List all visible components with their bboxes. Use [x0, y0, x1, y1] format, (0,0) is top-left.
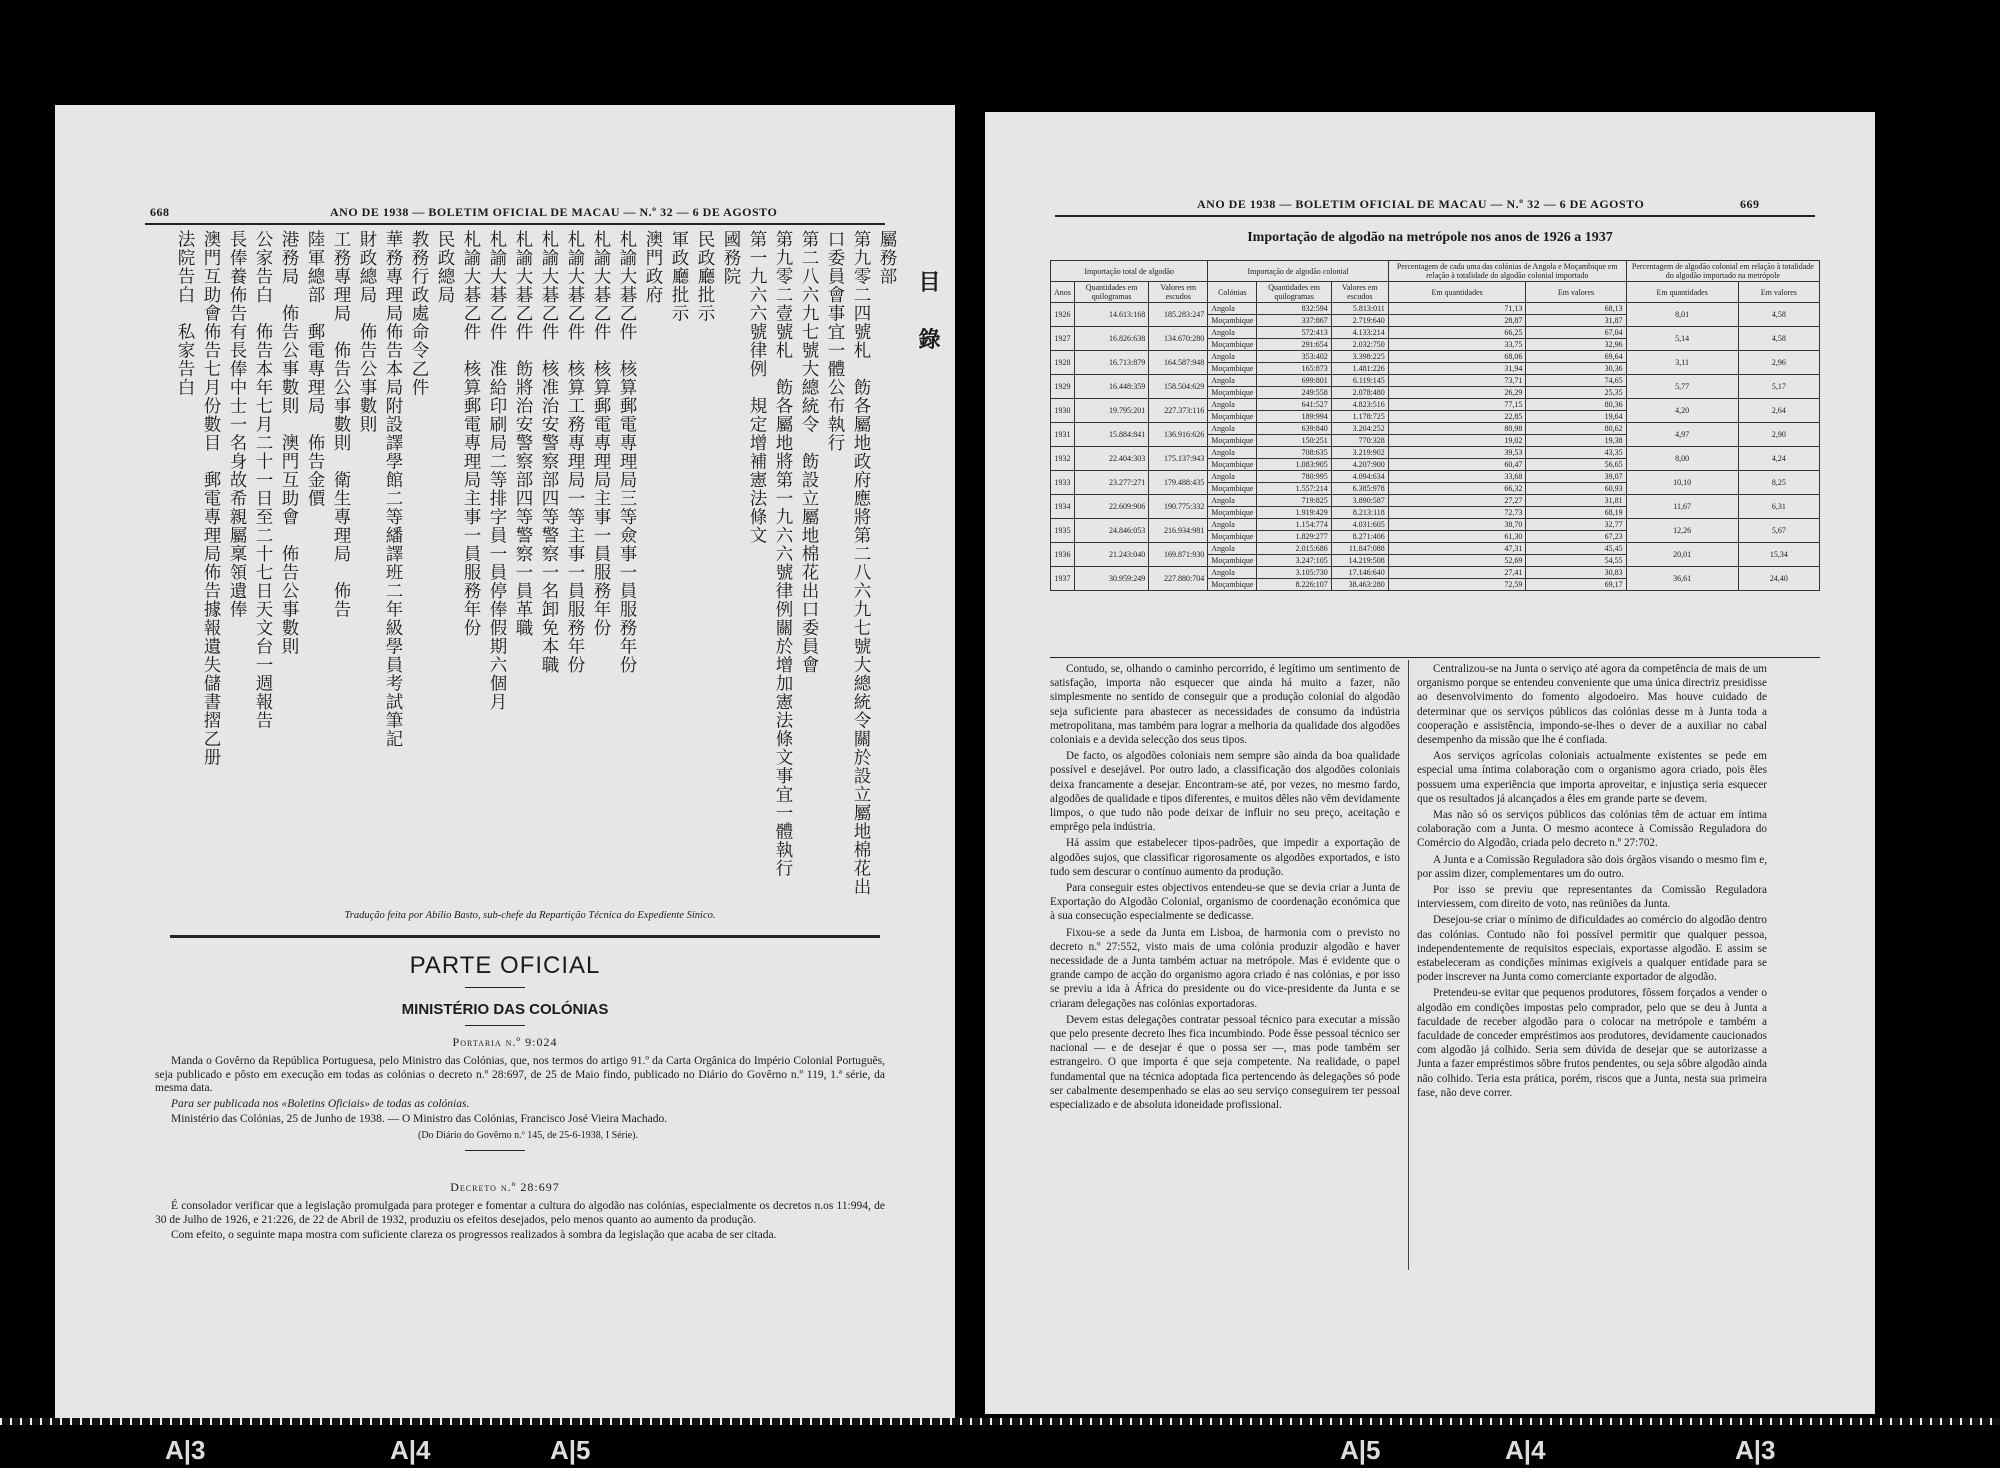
header-rule: [145, 223, 885, 225]
table-cell: 20,01: [1626, 543, 1738, 567]
table-cell: 24,40: [1738, 567, 1819, 591]
toc-entry: 工務專理局 佈告公事數則 衛生專理局 佈告: [331, 230, 351, 619]
table-cell: 179.488:435: [1149, 471, 1208, 495]
paragraph: Fixou-se a sede da Junta em Lisboa, de harmonia com o previsto no decreto n.º 27:552, visto mais de uma colónia produzir algodão e haver necessidade de a Junta também actuar na metrópole. Mas é evidente que o grande campo de acção do organismo agora criado é nas colónias, e por isso se previu a ida à África do presidente ou do vice-presidente da Junta e se criaram delegações nas colónias exportadoras.: [1050, 926, 1400, 1010]
toc-entry: 第一九六六號律例 規定增補憲法條文: [747, 230, 767, 545]
table-cell: 4,20: [1626, 399, 1738, 423]
table-column-header: Em quantidades: [1626, 282, 1738, 303]
table-cell: 66,25: [1388, 327, 1526, 339]
table-cell: 158.504:629: [1149, 375, 1208, 399]
table-cell: 4.094:634: [1331, 471, 1388, 483]
decreto-title: Decreto n.º 28:697: [450, 1180, 560, 1194]
table-row: [1051, 567, 1820, 579]
table-cell: 8,00: [1626, 447, 1738, 471]
table-cell: 175.137:943: [1149, 447, 1208, 471]
toc-entry: 札諭大碁乙件 核算郵電專理局主事一員服務年份: [591, 230, 611, 637]
table-group-header: Importação de algodão colonial: [1208, 261, 1389, 282]
portaria-title: Portaria n.º 9:024: [452, 1035, 558, 1049]
table-cell: 3.204:252: [1331, 423, 1388, 435]
film-mark: A|3: [165, 1435, 206, 1465]
table-cell: Angola: [1208, 519, 1257, 531]
section-title: PARTE OFICIAL: [409, 952, 601, 979]
text-column-right: [1417, 662, 1767, 1102]
table-column-header: Colónias: [1208, 282, 1257, 303]
table-cell: 4,97: [1626, 423, 1738, 447]
table-cell: 22.609:906: [1074, 495, 1148, 519]
table-cell: 72,73: [1388, 507, 1526, 519]
table-cell: 14.613:168: [1074, 303, 1148, 327]
table-row: [1051, 375, 1820, 387]
table-cell: 1.083:905: [1257, 459, 1331, 471]
table-cell: 216.934:981: [1149, 519, 1208, 543]
table-cell: 24.846:053: [1074, 519, 1148, 543]
table-cell: 80,62: [1526, 423, 1626, 435]
table-cell: 1.557:214: [1257, 483, 1331, 495]
table-cell: 337:867: [1257, 315, 1331, 327]
table-cell: 353:402: [1257, 351, 1331, 363]
table-cell: 14.219:508: [1331, 555, 1388, 567]
section-rule: [170, 935, 880, 938]
table-cell: Angola: [1208, 375, 1257, 387]
film-edge: [0, 1425, 2000, 1468]
toc-entry: 長俸養佈告有長俸中士一名身故希親屬稟領遺俸: [227, 230, 247, 619]
table-title: Importação de algodão na metrópole nos anos de 1926 a 1937: [1247, 230, 1613, 245]
table-cell: 68,13: [1526, 303, 1626, 315]
table-cell: Moçambique: [1208, 531, 1257, 543]
toc-entry: 第二八六九七號大總統令 飭設立屬地棉花出口委員會: [799, 230, 819, 674]
table-cell: 150:251: [1257, 435, 1331, 447]
table-cell: 164.587:948: [1149, 351, 1208, 375]
table-cell: 66,32: [1388, 483, 1526, 495]
table-cell: 5.813:011: [1331, 303, 1388, 315]
table-cell: 1.178:725: [1331, 411, 1388, 423]
table-cell: 31,81: [1526, 495, 1626, 507]
table-cell: 31,87: [1526, 315, 1626, 327]
table-cell: 30,83: [1526, 567, 1626, 579]
table-cell: 1927: [1051, 327, 1075, 351]
table-cell: 1.154:774: [1257, 519, 1331, 531]
table-cell: 80,98: [1388, 423, 1526, 435]
table-cell: 32,77: [1526, 519, 1626, 531]
table-column-header: Quantidades em quilogramas: [1074, 282, 1148, 303]
toc-entry: 民政總局: [435, 230, 455, 304]
table-cell: 68,19: [1526, 507, 1626, 519]
table-cell: 5,17: [1738, 375, 1819, 399]
table-cell: Moçambique: [1208, 411, 1257, 423]
table-cell: 10,10: [1626, 471, 1738, 495]
table-cell: 1.919:429: [1257, 507, 1331, 519]
table-cell: 11.847:088: [1331, 543, 1388, 555]
table-cell: 52,69: [1388, 555, 1526, 567]
table-cell: 73,71: [1388, 375, 1526, 387]
paragraph: Desejou-se criar o mínimo de dificuldades ao comércio do algodão dentro das colónias. Contudo não foi possível permitir que qualquer pessoa, independentemente de requisitos especiais, exportasse algodão. E assim se estabeleceram as condições mínimas exigíveis a qualquer entidade para se poder inscrever na Junta como comerciante exportador de algodão.: [1417, 914, 1767, 984]
toc-entry: 公家告白 佈告本年七月二十一日至二十七日天文台一週報告: [253, 230, 273, 730]
translation-note: Tradução feita por Abílio Basto, sub-chefe da Repartição Técnica do Expediente Sínico.: [344, 910, 716, 921]
table-cell: 1931: [1051, 423, 1075, 447]
table-cell: 36,61: [1626, 567, 1738, 591]
table-cell: 30,36: [1526, 363, 1626, 375]
decreto-paragraph-1: É consolador verificar que a legislação promulgada para proteger e fomentar a cultura do algodão nas colónias, especialmente os decretos n.os 11:994, de 30 de Julho de 1926, e 21:226, de 22 de Abril de 1932, produziu os efeitos desejados, pelo menos quanto ao aumento da produção.: [155, 1200, 885, 1226]
portaria-sign: Ministério das Colónias, 25 de Junho de 1938. — O Ministro das Colónias, Francisco José Vieira Machado.: [171, 1113, 668, 1125]
table-cell: 134.670:280: [1149, 327, 1208, 351]
table-cell: 708:635: [1257, 447, 1331, 459]
table-cell: 19,02: [1388, 435, 1526, 447]
paragraph: Aos serviços agrícolas coloniais actualmente existentes se pede em especial uma íntima colaboração com o organismo agora criado, pois êles possuem uma experiência que importa aproveitar, e injustiça seria esquecer que os resultados já alcançados a êles em grande parte se devem.: [1417, 750, 1767, 805]
toc-entry: 華務專理局佈告本局附設譯學館二等繙譯班二年級學員考試筆記: [383, 230, 403, 748]
film-mark: A|3: [1735, 1435, 1776, 1465]
toc-title: 目 錄: [915, 270, 940, 364]
film-mark: A|5: [550, 1435, 591, 1465]
table-cell: 77,15: [1388, 399, 1526, 411]
table-cell: 1930: [1051, 399, 1075, 423]
table-cell: 3.105:730: [1257, 567, 1331, 579]
table-cell: 25,35: [1526, 387, 1626, 399]
paragraph: Devem estas delegações contratar pessoal técnico para executar a missão que pelo presente decreto lhes fica incumbindo. Pode êsse pessoal técnico ser nacional — e de desejar é que o possa ser —, mas pode também ser estrangeiro. O que importa é que seja competente. Na realidade, o papel fundamental que na técnica adoptada fica pertencendo às delegações só pode ser cabalmente desempenhado se elas ao seu serviço conseguirem ter pessoal especializado e de absoluta idoneidade profissional.: [1050, 1013, 1400, 1112]
table-cell: 80,36: [1526, 399, 1626, 411]
table-cell: 4.133:214: [1331, 327, 1388, 339]
table-cell: 249:558: [1257, 387, 1331, 399]
table-cell: 69,17: [1526, 579, 1626, 591]
table-cell: Moçambique: [1208, 579, 1257, 591]
table-cell: 3.398:225: [1331, 351, 1388, 363]
decree-divider: [465, 1150, 525, 1151]
table-cell: 72,59: [1388, 579, 1526, 591]
table-cell: 1926: [1051, 303, 1075, 327]
table-cell: 4,24: [1738, 447, 1819, 471]
toc-entry: 教務行政處命令乙件: [409, 230, 429, 397]
table-cell: 23.277:271: [1074, 471, 1148, 495]
portaria-source: (Do Diário do Govêrno n.º 145, de 25-6-1938, I Série).: [418, 1129, 638, 1141]
table-cell: 572:413: [1257, 327, 1331, 339]
table-cell: 12,26: [1626, 519, 1738, 543]
table-cell: 1936: [1051, 543, 1075, 567]
table-cell: 2,64: [1738, 399, 1819, 423]
table-cell: Moçambique: [1208, 483, 1257, 495]
table-cell: 185.283:247: [1149, 303, 1208, 327]
title-divider: [465, 987, 525, 988]
table-cell: 39,07: [1526, 471, 1626, 483]
page-number-left: 668: [150, 205, 170, 219]
table-cell: 15,34: [1738, 543, 1819, 567]
toc-entry: 札諭大碁乙件 飭將治安警察部四等警察一員革職: [513, 230, 533, 637]
table-cell: 5,67: [1738, 519, 1819, 543]
table-cell: 21.243:040: [1074, 543, 1148, 567]
table-cell: 699:801: [1257, 375, 1331, 387]
cotton-import-table: [1050, 260, 1820, 591]
paragraph: De facto, os algodões coloniais nem sempre são ainda da boa qualidade possível e desejável. Por outro lado, a classificação dos algodões coloniais deixa francamente a desejar. Encontram-se até, por vezes, no mesmo fardo, algodões de qualidade e tipos diferentes, e muitos dêles não vêm devidamente limpos, o que tudo não pode deixar de influir no seu preço, aceitação e emprêgo pela indústria.: [1050, 750, 1400, 834]
table-cell: 16.713:879: [1074, 351, 1148, 375]
table-cell: Angola: [1208, 327, 1257, 339]
table-column-header: Em quantidades: [1388, 282, 1526, 303]
table-cell: 67,04: [1526, 327, 1626, 339]
table-cell: 6.119:145: [1331, 375, 1388, 387]
table-column-header: Valores em escudos: [1149, 282, 1208, 303]
table-cell: Angola: [1208, 399, 1257, 411]
table-cell: 32,96: [1526, 339, 1626, 351]
toc-entry: 陸軍總部 郵電專理局 佈告金價: [305, 230, 325, 508]
table-cell: 28,87: [1388, 315, 1526, 327]
table-cell: 2.015:686: [1257, 543, 1331, 555]
table-cell: 6,31: [1738, 495, 1819, 519]
table-cell: 11,67: [1626, 495, 1738, 519]
table-cell: 227.880:704: [1149, 567, 1208, 591]
toc-entry: 札諭大碁乙件 核算工務專理局一等主事一員服務年份: [565, 230, 585, 674]
toc-entry: 札諭大碁乙件 核算郵電專理局三等僉事一員服務年份: [617, 230, 637, 674]
table-cell: 8,01: [1626, 303, 1738, 327]
table-cell: 26,29: [1388, 387, 1526, 399]
table-cell: Angola: [1208, 447, 1257, 459]
left-page: [55, 105, 955, 1421]
toc-entry: 札諭大碁乙件 核准治安警察部四等警察一名卸免本職: [539, 230, 559, 674]
toc-entry: 財政總局 佈告公事數則: [357, 230, 377, 434]
table-cell: 3.247:105: [1257, 555, 1331, 567]
table-cell: 67,23: [1526, 531, 1626, 543]
table-cell: Angola: [1208, 471, 1257, 483]
table-cell: 2.719:640: [1331, 315, 1388, 327]
table-cell: 19,64: [1526, 411, 1626, 423]
table-cell: 19,38: [1526, 435, 1626, 447]
table-cell: 189:994: [1257, 411, 1331, 423]
table-cell: 17.146:640: [1331, 567, 1388, 579]
table-column-header: Quantidades em quilogramas: [1257, 282, 1331, 303]
table-row: [1051, 303, 1820, 315]
table-cell: 38,70: [1388, 519, 1526, 531]
table-cell: Moçambique: [1208, 435, 1257, 447]
toc-entry: 國務院: [721, 230, 741, 286]
table-cell: Angola: [1208, 567, 1257, 579]
table-row: [1051, 351, 1820, 363]
table-cell: 291:654: [1257, 339, 1331, 351]
table-cell: Angola: [1208, 303, 1257, 315]
table-cell: 39,53: [1388, 447, 1526, 459]
table-cell: 30.959:249: [1074, 567, 1148, 591]
table-cell: 56,65: [1526, 459, 1626, 471]
table-cell: 2.032:750: [1331, 339, 1388, 351]
table-cell: 169.871:930: [1149, 543, 1208, 567]
table-cell: 16.448:359: [1074, 375, 1148, 399]
table-cell: 8.213:118: [1331, 507, 1388, 519]
toc-entry: 屬務部: [877, 230, 897, 286]
table-row: [1051, 471, 1820, 483]
paragraph: Há assim que estabelecer tipos-padrões, que impedir a exportação de algodões sujos, que classificar rigorosamente os algodões exportados, e isto tudo sem descurar o contínuo aumento da produção.: [1050, 837, 1400, 878]
table-cell: 136.916:626: [1149, 423, 1208, 447]
table-cell: 780:995: [1257, 471, 1331, 483]
ministry-title: MINISTÉRIO DAS COLÓNIAS: [401, 1001, 609, 1018]
table-cell: 3.219:902: [1331, 447, 1388, 459]
table-cell: 1928: [1051, 351, 1075, 375]
toc-entry: 民政廳批示: [695, 230, 715, 323]
table-row: [1051, 495, 1820, 507]
table-cell: 5,14: [1626, 327, 1738, 351]
table-cell: 6.385:978: [1331, 483, 1388, 495]
text-column-left: [1050, 662, 1400, 1114]
table-column-header: Em valores: [1526, 282, 1626, 303]
table-bottom-rule: [1050, 657, 1820, 658]
table-cell: 641:527: [1257, 399, 1331, 411]
table-cell: 4,58: [1738, 303, 1819, 327]
table-group-header: Percentagem de cada uma das colónias de Angola e Moçambique em relação à totalidade do algodão colonial importado: [1388, 261, 1626, 282]
table-cell: Angola: [1208, 543, 1257, 555]
table-cell: 71,13: [1388, 303, 1526, 315]
table-cell: 1.481:226: [1331, 363, 1388, 375]
table-cell: 8,25: [1738, 471, 1819, 495]
table-cell: 69,64: [1526, 351, 1626, 363]
table-cell: 1933: [1051, 471, 1075, 495]
film-mark: A|4: [1505, 1435, 1546, 1465]
table-row: [1051, 543, 1820, 555]
table-cell: Moçambique: [1208, 315, 1257, 327]
table-cell: 1929: [1051, 375, 1075, 399]
page-number-right: 669: [1740, 197, 1760, 211]
table-cell: Angola: [1208, 495, 1257, 507]
table-cell: 47,31: [1388, 543, 1526, 555]
table-cell: 27,41: [1388, 567, 1526, 579]
table-cell: 639:840: [1257, 423, 1331, 435]
table-cell: 74,65: [1526, 375, 1626, 387]
ministry-divider: [465, 1025, 525, 1026]
table-cell: 4.207:900: [1331, 459, 1388, 471]
film-mark: A|5: [1340, 1435, 1381, 1465]
table-cell: 2,90: [1738, 423, 1819, 447]
paragraph: Contudo, se, olhando o caminho percorrido, é legítimo um sentimento de satisfação, importa não esquecer que ainda há muito a fazer, não simplesmente no sentido de conseguir que a produção colonial do algodão seja suficiente para abastecer as necessidades de consumo da indústria metropolitana, mas também para lograr a melhoria da qualidade dos algodões coloniais e a devida selecção dos seus tipos.: [1050, 663, 1400, 747]
table-cell: 1937: [1051, 567, 1075, 591]
table-cell: 190.775:332: [1149, 495, 1208, 519]
table-cell: Angola: [1208, 351, 1257, 363]
portaria-text: Manda o Govêrno da República Portuguesa, pelo Ministro das Colónias, que, nos termos do artigo 91.º da Carta Orgânica do Império Colonial Português, seja publicado e pôsto em execução em todas as colónias o decreto n.º 28:697, de 25 de Maio findo, publicado no Diário do Govêrno n.º 119, 1.ª série, da mesma data.: [155, 1055, 885, 1094]
portaria-note: Para ser publicada nos «Boletins Oficiais» de todas as colónias.: [171, 1097, 470, 1110]
table-column-header: Anos: [1051, 282, 1075, 303]
toc-entry: 口委員會事宜一體公布執行: [825, 230, 845, 452]
film-mark: A|4: [390, 1435, 431, 1465]
table-cell: Moçambique: [1208, 555, 1257, 567]
table-column-header: Em valores: [1738, 282, 1819, 303]
table-cell: Moçambique: [1208, 387, 1257, 399]
paragraph: Centralizou-se na Junta o serviço até agora da competência de mais de um organismo porque se entendeu conveniente que uma única directriz presidisse ao desenvolvimento do fomento algodoeiro. Mas houve cuidado de determinar que os serviços públicos das colónias desse m à Junta toda a cooperação e assistência, impondo-se-lhes o dever de a auxiliar no cabal desempenho da missão que lhe é confiada.: [1417, 663, 1767, 747]
table-cell: 4.823:516: [1331, 399, 1388, 411]
table-cell: 45,45: [1526, 543, 1626, 555]
table-row: [1051, 327, 1820, 339]
table-cell: 27,27: [1388, 495, 1526, 507]
table-row: [1051, 447, 1820, 459]
table-cell: 33,75: [1388, 339, 1526, 351]
table-cell: 16.826:638: [1074, 327, 1148, 351]
toc-entry: 軍政廳批示: [669, 230, 689, 323]
paragraph: A Junta e a Comissão Reguladora são dois órgãos visando o mesmo fim e, por assim dizer, complementares um do outro.: [1417, 853, 1767, 880]
table-cell: 22.404:303: [1074, 447, 1148, 471]
table-row: [1051, 519, 1820, 531]
table-cell: 4,58: [1738, 327, 1819, 351]
table-cell: 770:328: [1331, 435, 1388, 447]
table-cell: 5,77: [1626, 375, 1738, 399]
table-column-header: Valores em escudos: [1331, 282, 1388, 303]
table-cell: 2.078:480: [1331, 387, 1388, 399]
toc-entry: 第九零二壹號札 飭各屬地將第一九六六號律例關於增加憲法條文事宜一體執行: [773, 230, 793, 878]
table-cell: 60,93: [1526, 483, 1626, 495]
table-cell: 68,06: [1388, 351, 1526, 363]
table-cell: Moçambique: [1208, 339, 1257, 351]
table-cell: 8.271:406: [1331, 531, 1388, 543]
table-row: [1051, 423, 1820, 435]
table-cell: 38.463:280: [1331, 579, 1388, 591]
table-cell: Moçambique: [1208, 507, 1257, 519]
table-cell: 2,96: [1738, 351, 1819, 375]
table-cell: 43,35: [1526, 447, 1626, 459]
table-cell: 19.795:201: [1074, 399, 1148, 423]
paragraph: Por isso se previu que representantes da Comissão Reguladora interviessem, com direito de voto, nas reüniões da Junta.: [1417, 884, 1767, 911]
toc-entry: 法院告白 私家告白: [175, 230, 195, 397]
table-cell: 165:873: [1257, 363, 1331, 375]
toc-entry: 澳門政府: [643, 230, 663, 304]
running-header-right: ANO DE 1938 — BOLETIM OFICIAL DE MACAU — N.º 32 — 6 DE AGOSTO: [1197, 197, 1645, 211]
right-page: [985, 112, 1875, 1414]
column-divider: [1408, 660, 1409, 1270]
table-group-header: Percentagem de algodão colonial em relação à totalidade do algodão importado na metrópole: [1626, 261, 1819, 282]
table-cell: 832:594: [1257, 303, 1331, 315]
table-cell: 8.226:107: [1257, 579, 1331, 591]
table-cell: 1.829:277: [1257, 531, 1331, 543]
table-group-header: Importação total de algodão: [1051, 261, 1208, 282]
table-cell: 1934: [1051, 495, 1075, 519]
table-cell: 31,94: [1388, 363, 1526, 375]
table-cell: Moçambique: [1208, 363, 1257, 375]
paragraph: Para conseguir estes objectivos entendeu-se que se devia criar a Junta de Exportação do Algodão Colonial, organismo de coordenação económica que à sua consecução especialmente se dedicasse.: [1050, 882, 1400, 923]
toc-entry: 札諭大碁乙件 准給印刷局二等排字員一員停俸假期六個月: [487, 230, 507, 711]
toc-entry: 第九零二四號札 飭各屬地政府應將第二八六九七號大總統令關於設立屬地棉花出: [851, 230, 871, 896]
table-cell: 54,55: [1526, 555, 1626, 567]
toc-entry: 澳門互助會佈告七月份數目 郵電專理局佈告據報遺失儲書摺乙册: [201, 230, 221, 767]
table-cell: Angola: [1208, 423, 1257, 435]
decreto-paragraph-2: Com efeito, o seguinte mapa mostra com suficiente clareza os progressos realizados à sombra da legislação que acaba de ser citada.: [171, 1229, 777, 1241]
table-cell: 4.031:605: [1331, 519, 1388, 531]
header-rule-right: [1055, 215, 1815, 217]
table-cell: 60,47: [1388, 459, 1526, 471]
table-cell: 719:825: [1257, 495, 1331, 507]
running-header-left: ANO DE 1938 — BOLETIM OFICIAL DE MACAU — N.º 32 — 6 DE AGOSTO: [330, 205, 778, 219]
table-cell: 15.884:841: [1074, 423, 1148, 447]
table-cell: Moçambique: [1208, 459, 1257, 471]
table-cell: 3.890:587: [1331, 495, 1388, 507]
toc-entry: 札諭大碁乙件 核算郵電專理局主事一員服務年份: [461, 230, 481, 637]
paragraph: Pretendeu-se evitar que pequenos produtores, fôssem forçados a vender o algodão em condições impostas pelo comprador, pelo que se deu à Junta a faculdade de receber algodão para o colocar na metrópole e também a faculdade de conceder empréstimos aos produtores, devidamente caucionados com algodão já colhido. Seria sem dúvida de desejar que se autorizasse a Junta a fazer empréstimos sôbre frutos pendentes, ou seja sôbre algodão ainda não colhido. Teria esta prática, porém, riscos que a Junta, nesta sua primeira fase, não deve correr.: [1417, 987, 1767, 1099]
table-row: [1051, 399, 1820, 411]
table-cell: 22,85: [1388, 411, 1526, 423]
table-cell: 61,30: [1388, 531, 1526, 543]
toc-entry: 港務局 佈告公事數則 澳門互助會 佈告公事數則: [279, 230, 299, 656]
table-cell: 3,11: [1626, 351, 1738, 375]
table-cell: 1932: [1051, 447, 1075, 471]
paragraph: Mas não só os serviços públicos das colónias têm de actuar em íntima colaboração com a Junta. O mesmo acontece à Comissão Reguladora do Comércio do Algodão, criada pelo decreto n.º 27:702.: [1417, 809, 1767, 850]
table-cell: 33,68: [1388, 471, 1526, 483]
table-cell: 227.373:116: [1149, 399, 1208, 423]
table-cell: 1935: [1051, 519, 1075, 543]
